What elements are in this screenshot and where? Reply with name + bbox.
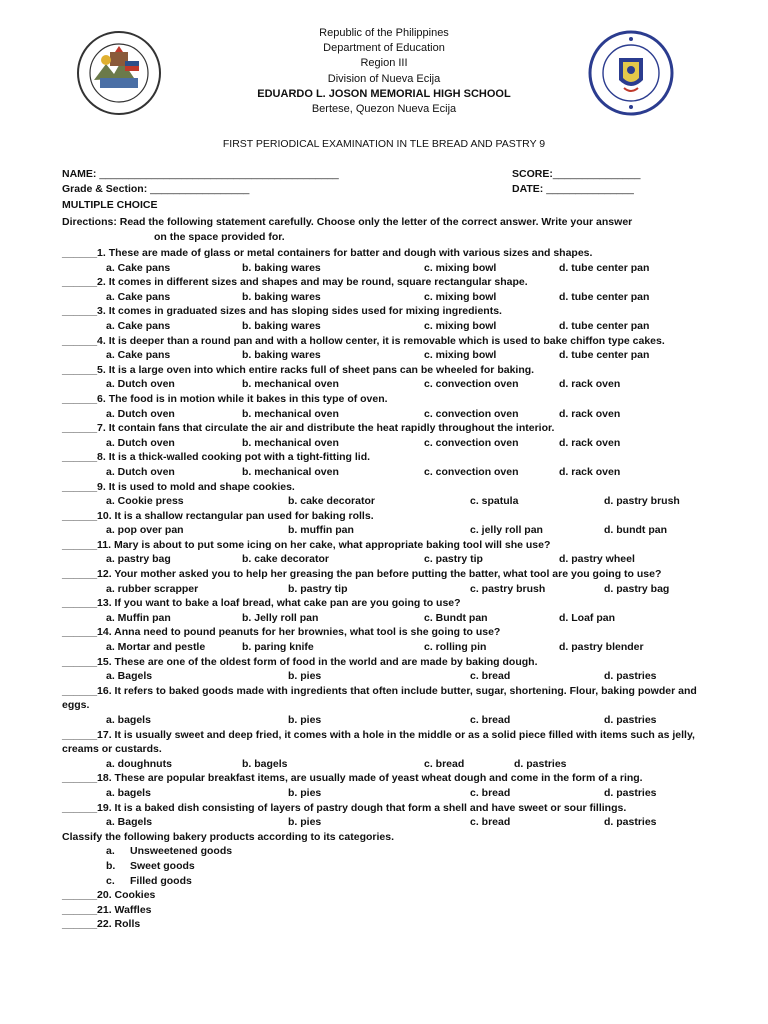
grade-label: Grade & Section: — [62, 183, 148, 195]
category-label: Unsweetened goods — [130, 845, 233, 858]
category-letter: b. — [106, 859, 116, 872]
answer-choice: a. Dutch oven — [106, 436, 175, 449]
answer-choice: c. mixing bowl — [424, 349, 497, 362]
answer-choice: b. paring knife — [242, 641, 314, 654]
choice-row — [62, 757, 722, 772]
answer-choice: b. mechanical oven — [242, 378, 339, 391]
answer-choice: c. convection oven — [424, 378, 519, 391]
answer-choice: a. pop over pan — [106, 524, 184, 537]
choice-row — [62, 523, 722, 538]
directions — [62, 215, 722, 244]
question-stem: ______7. It contain fans that circulate the air and distribute the heat rapidly throughout the interior. — [62, 422, 555, 435]
answer-choice: b. pies — [288, 714, 322, 726]
answer-choice: c. bread — [470, 786, 511, 799]
question-stem: ______1. These are made of glass or metal containers for batter and dough with various sizes and shapes. — [62, 247, 593, 259]
answer-choice: b. pastry tip — [288, 582, 348, 595]
choice-row — [62, 582, 722, 597]
header-department: Department of Education — [323, 42, 445, 55]
name-field[interactable]: _________________________________________ — [99, 168, 339, 180]
question-stem: ______3. It comes in graduated sizes and has sloping sides used for mixing ingredients. — [62, 305, 502, 318]
question-list — [62, 246, 722, 932]
answer-choice: d. tube center pan — [559, 261, 650, 274]
header-school-name: EDUARDO L. JOSON MEMORIAL HIGH SCHOOL — [257, 87, 511, 100]
header-region: Region III — [360, 57, 408, 70]
answer-choice: a. Cookie press — [106, 495, 184, 508]
answer-choice: b. mechanical oven — [242, 407, 339, 420]
header-division: Division of Nueva Ecija — [327, 72, 441, 85]
category-letter: a. — [106, 845, 115, 858]
name-label: NAME: — [62, 168, 97, 180]
question-stem: ______6. The food is in motion while it bakes in this type of oven. — [62, 392, 388, 405]
answer-choice: a. pastry bag — [106, 553, 171, 566]
choice-row — [62, 611, 722, 626]
answer-choice: d. Loaf pan — [559, 611, 615, 624]
answer-choice: c. pastry brush — [470, 582, 546, 595]
answer-choice: c. mixing bowl — [424, 319, 497, 332]
answer-choice: a. bagels — [106, 714, 151, 726]
question-stem: ______14. Anna need to pound peanuts for her brownies, what tool is she going to use? — [62, 626, 501, 639]
question-stem: ______9. It is used to mold and shape cookies. — [62, 480, 295, 493]
question-stem: ______8. It is a thick-walled cooking pot with a tight-fitting lid. — [62, 451, 371, 464]
answer-choice: c. mixing bowl — [424, 290, 497, 303]
date-line — [512, 183, 634, 195]
answer-choice: c. jelly roll pan — [470, 524, 543, 537]
answer-choice: b. cake decorator — [288, 495, 375, 508]
answer-choice: d. pastries — [604, 786, 657, 799]
answer-choice: b. Jelly roll pan — [242, 611, 319, 624]
answer-choice: b. baking wares — [242, 290, 321, 303]
answer-choice: c. convection oven — [424, 407, 519, 420]
answer-choice: a. Cake pans — [106, 290, 171, 303]
answer-choice: c. bread — [470, 670, 511, 683]
name-line — [62, 168, 339, 180]
answer-choice: d. tube center pan — [559, 349, 650, 362]
choice-row — [62, 669, 722, 684]
answer-choice: d. pastry bag — [604, 582, 670, 595]
answer-choice: c. convection oven — [424, 436, 519, 449]
classify-item: ______22. Rolls — [62, 918, 141, 931]
answer-choice: b. mechanical oven — [242, 436, 339, 449]
category-letter: c. — [106, 874, 115, 887]
choice-row — [62, 290, 722, 305]
answer-choice: b. muffin pan — [288, 524, 354, 537]
header-address: Bertese, Quezon Nueva Ecija — [311, 103, 457, 116]
choice-row — [62, 552, 722, 567]
question-stem: ______15. These are one of the oldest form of food in the world and are made by baking dough. — [62, 655, 538, 668]
answer-choice: a. Cake pans — [106, 261, 171, 274]
category-option — [62, 874, 722, 889]
choice-row — [62, 786, 722, 801]
answer-choice: a. Dutch oven — [106, 465, 175, 478]
answer-choice: a. Muffin pan — [106, 611, 171, 624]
answer-choice: c. spatula — [470, 495, 519, 508]
answer-choice: b. baking wares — [242, 319, 321, 332]
category-option — [62, 844, 722, 859]
answer-choice: a. rubber scrapper — [106, 582, 199, 595]
question-stem: ______10. It is a shallow rectangular pan used for baking rolls. — [62, 509, 374, 522]
answer-choice: d. rack oven — [559, 436, 621, 449]
answer-choice: a. Dutch oven — [106, 407, 175, 420]
date-label: DATE: — [512, 183, 544, 195]
answer-choice: c. Bundt pan — [424, 611, 488, 624]
answer-choice: d. pastry blender — [559, 641, 644, 654]
answer-choice: b. cake decorator — [242, 553, 329, 566]
answer-choice: d. rack oven — [559, 378, 621, 391]
choice-row — [62, 815, 722, 830]
question-stem: ______19. It is a baked dish consisting of layers of pastry dough that form a shell and have sweet or sour fillings. — [62, 801, 627, 814]
answer-choice: b. baking wares — [242, 261, 321, 274]
answer-choice: d. tube center pan — [559, 319, 650, 332]
choice-row — [62, 348, 722, 363]
choice-row — [62, 261, 722, 276]
directions-line: on the space provided for. — [154, 230, 285, 243]
answer-choice: a. Cake pans — [106, 349, 171, 362]
answer-choice: d. rack oven — [559, 465, 621, 478]
question-stem: ______5. It is a large oven into which entire racks full of sheet pans can be wheeled for baking. — [62, 363, 535, 376]
answer-choice: d. pastry wheel — [559, 553, 635, 566]
grade-field[interactable]: _________________ — [150, 183, 250, 195]
answer-choice: b. pies — [288, 670, 322, 683]
directions-line: Directions: Read the following statement carefully. Choose only the letter of the correct answer. Write your answer — [62, 216, 633, 228]
choice-row — [62, 319, 722, 334]
answer-choice: b. pies — [288, 816, 322, 829]
answer-choice: d. tube center pan — [559, 290, 650, 303]
exam-title: FIRST PERIODICAL EXAMINATION IN TLE BREAD AND PASTRY 9 — [222, 138, 546, 150]
category-label: Filled goods — [130, 874, 192, 887]
question-stem: ______16. It refers to baked goods made with ingredients that often include butter, sugar, shortening. Flour, baking powder and eggs. — [62, 684, 697, 712]
question-stem: ______17. It is usually sweet and deep fried, it comes with a hole in the middle or as a solid piece filled with items such as jelly, creams or custards. — [62, 728, 695, 756]
answer-choice: a. Cake pans — [106, 319, 171, 332]
answer-choice: c. mixing bowl — [424, 261, 497, 274]
header-country: Republic of the Philippines — [319, 27, 449, 39]
choice-row — [62, 640, 722, 655]
question-stem: ______13. If you want to bake a loaf bread, what cake pan are you going to use? — [62, 597, 461, 610]
answer-choice: d. pastry brush — [604, 495, 680, 508]
classify-item: ______21. Waffles — [62, 903, 152, 916]
answer-choice: c. pastry tip — [424, 553, 483, 566]
classify-item: ______20. Cookies — [62, 889, 156, 902]
answer-choice: a. Bagels — [106, 670, 153, 683]
score-label: SCORE: — [512, 168, 553, 180]
answer-choice: d. pastries — [604, 670, 657, 683]
question-stem: ______2. It comes in different sizes and shapes and may be round, square rectangular shape. — [62, 276, 528, 289]
choice-row — [62, 465, 722, 480]
grade-line — [62, 183, 249, 195]
answer-choice: b. mechanical oven — [242, 465, 339, 478]
answer-choice: c. bread — [470, 714, 511, 726]
answer-choice: c. rolling pin — [424, 641, 487, 654]
answer-choice: d. pastries — [514, 757, 567, 770]
question-stem: ______11. Mary is about to put some icing on her cake, what appropriate baking tool will she use? — [62, 538, 551, 551]
answer-choice: d. pastries — [604, 816, 657, 829]
choice-row — [62, 494, 722, 509]
answer-choice: a. Dutch oven — [106, 378, 175, 391]
question-stem: ______4. It is deeper than a round pan and with a hollow center, it is removable which is used to bake chiffon type cakes. — [62, 334, 665, 347]
answer-choice: b. baking wares — [242, 349, 321, 362]
score-field[interactable]: _______________ — [552, 168, 641, 180]
answer-choice: c. convection oven — [424, 465, 519, 478]
answer-choice: c. bread — [424, 757, 465, 770]
answer-choice: d. bundt pan — [604, 524, 667, 537]
choice-row — [62, 436, 722, 451]
choice-row — [62, 713, 722, 728]
question-stem: ______18. These are popular breakfast items, are usually made of yeast wheat dough and come in the form of a ring. — [62, 772, 643, 785]
document-header — [0, 26, 768, 117]
answer-choice: c. bread — [470, 816, 511, 829]
date-field[interactable]: _______________ — [546, 183, 634, 195]
category-option — [62, 859, 722, 874]
answer-choice: a. Bagels — [106, 816, 153, 829]
answer-choice: b. pies — [288, 786, 322, 799]
multiple-choice-heading: MULTIPLE CHOICE — [62, 199, 158, 211]
answer-choice: b. bagels — [242, 757, 288, 770]
choice-row — [62, 377, 722, 392]
answer-choice: a. doughnuts — [106, 757, 172, 770]
answer-choice: a. Mortar and pestle — [106, 641, 206, 654]
classify-instructions: Classify the following bakery products according to its categories. — [62, 830, 394, 843]
score-line — [512, 168, 640, 180]
choice-row — [62, 407, 722, 422]
category-label: Sweet goods — [130, 859, 195, 872]
answer-choice: d. rack oven — [559, 407, 621, 420]
answer-choice: d. pastries — [604, 714, 657, 726]
question-stem: ______12. Your mother asked you to help her greasing the pan before putting the batter, what tool are you going to use? — [62, 568, 662, 581]
answer-choice: a. bagels — [106, 786, 151, 799]
